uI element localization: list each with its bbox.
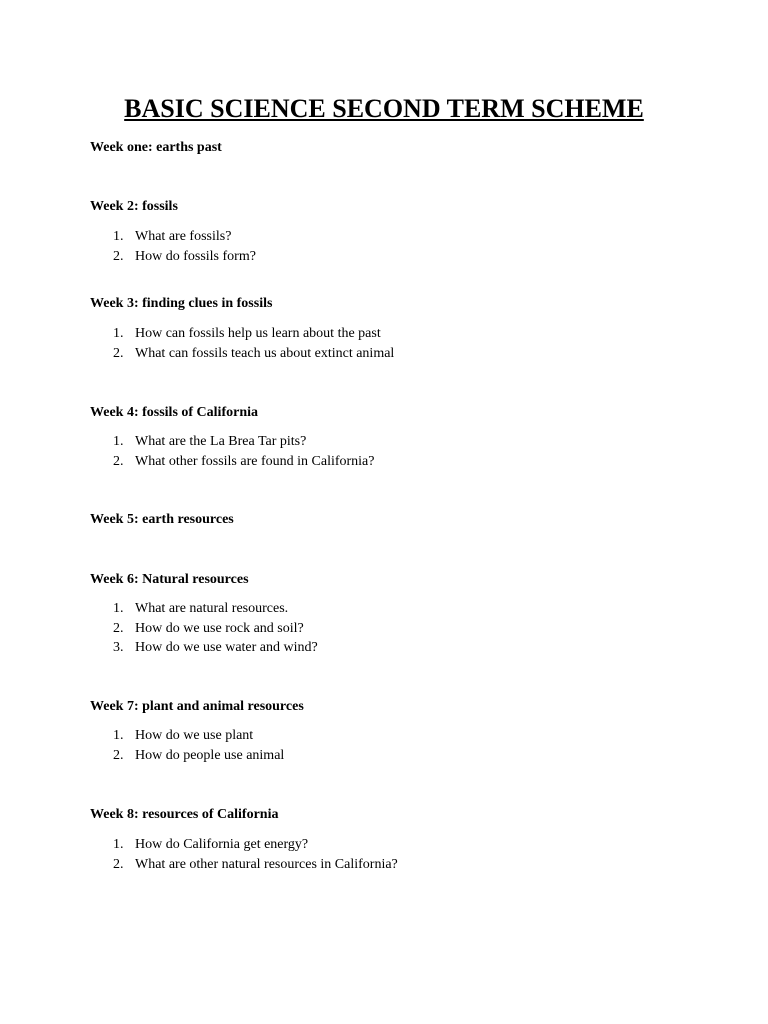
week-heading: Week 8: resources of California: [90, 807, 279, 822]
week-heading: Week 3: finding clues in fossils: [90, 296, 273, 311]
list-item-text: What are other natural resources in California?: [135, 856, 398, 872]
document-title: BASIC SCIENCE SECOND TERM SCHEME: [124, 94, 644, 123]
list-item-text: How can fossils help us learn about the past: [135, 326, 381, 341]
list-item-text: How do people use animal: [135, 747, 285, 763]
week-heading: Week 5: earth resources: [90, 512, 234, 527]
week-heading: Week 2: fossils: [90, 199, 178, 214]
list-item-text: What can fossils teach us about extinct animal: [135, 345, 395, 361]
list-item-text: What are natural resources.: [135, 601, 289, 616]
list-item-text: How do we use water and wind?: [135, 640, 318, 655]
list-item-text: What are fossils?: [135, 229, 232, 244]
list-item-text: How do fossils form?: [135, 248, 256, 264]
list-item-text: How do we use rock and soil?: [135, 620, 304, 636]
week-heading: Week one: earths past: [90, 140, 222, 155]
list-item-text: What other fossils are found in California?: [135, 453, 375, 469]
week-heading: Week 7: plant and animal resources: [90, 699, 304, 714]
list-item-text: How do California get energy?: [135, 837, 309, 852]
list-item-text: What are the La Brea Tar pits?: [135, 434, 307, 449]
list-item-text: How do we use plant: [135, 728, 254, 743]
week-heading: Week 4: fossils of California: [90, 405, 258, 420]
week-heading: Week 6: Natural resources: [90, 572, 249, 587]
